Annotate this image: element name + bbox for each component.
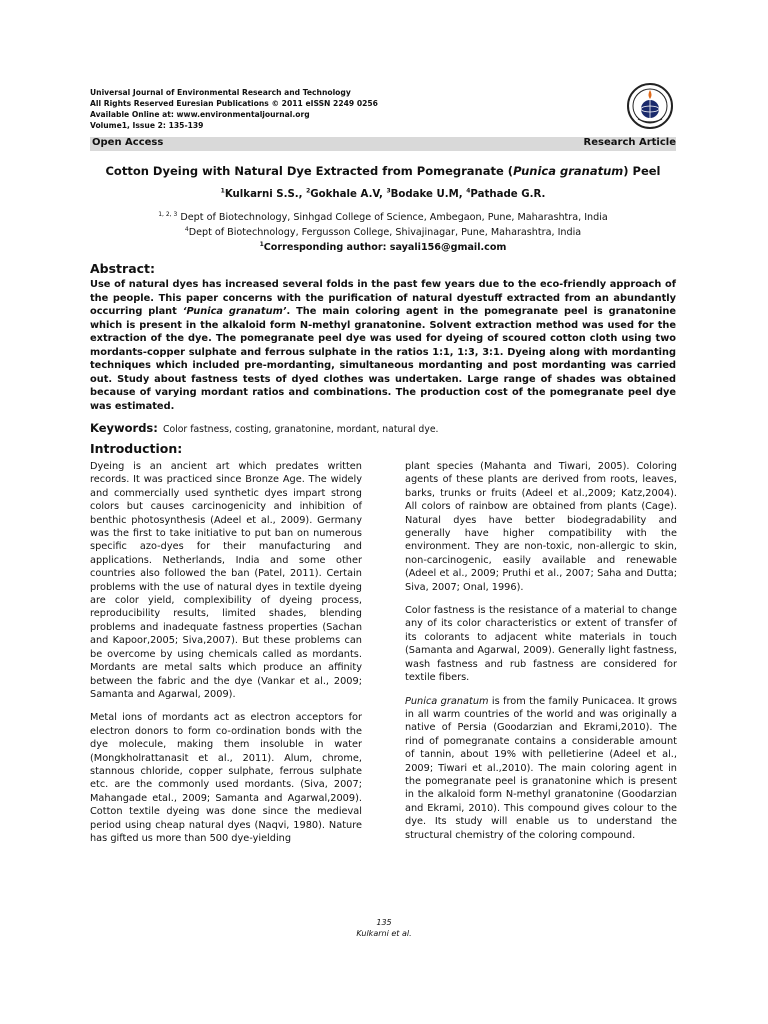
article-type-label: Research Article [583, 137, 676, 148]
author-name: Kulkarni S.S., [224, 189, 307, 200]
affiliation-text: Dept of Biotechnology, Fergusson College, Shivajinagar, Pune, Maharashtra, India [188, 227, 582, 238]
species-name: Punica granatum [405, 695, 489, 707]
paper-title [90, 164, 676, 178]
journal-url-link[interactable]: www.environmentaljournal.org [176, 110, 310, 119]
author-name: Bodake U.M, [390, 189, 467, 200]
available-online-line [90, 109, 310, 120]
page-number: 135 [376, 918, 392, 927]
corresponding-author [90, 242, 676, 255]
affiliation-sup: 1, 2, 3 [158, 210, 178, 218]
footer-author: Kulkarni et al. [356, 929, 412, 938]
author-sup: 4 [466, 187, 471, 195]
species-description: is from the family Punicacea. It grows in all warm countries of the world and was originally a native of Persia (Goodarzian and Ekrami,2010). The rind of pomegranate contains a considerable amount of tannin, about 19% with pelletierine (Adeel et al., 2009; Tiwari et al.,2010). The main coloring agent in the pomegranate peel is granatonine which is present in the alkaloid form N-methyl granatonine (Goodarzian and Ekrami, 2010). This compound gives colour to the dye. Its study will enable us to understand the structural chemistry of the coloring compound. [405, 695, 677, 841]
affiliation-sup: 1 [259, 240, 264, 248]
keywords-line [90, 417, 439, 436]
abstract-species: ‘Punica granatum’ [182, 306, 287, 317]
rights-line: All Rights Reserved Euresian Publications © 2011 eISSN 2249 0256 [90, 99, 378, 108]
intro-paragraph: Dyeing is an ancient art which predates written records. It was practiced since Bronze Age. The widely and commercially used synthetic dyes impart strong colors but causes carcinogenicity and inhibition of benthic photosynthesis (Adeel et al., 2009). Germany was the first to take initiative to put ban on numerous specific azo-dyes for their manufacturing and applications. Netherlands, India and some other countries also followed the ban (Patel, 2011). Certain problems with the use of natural dyes in textile dyeing are color yield, complexibility of dyeing process, reproducibility results, limited shades, blending problems and inadequate fastness properties (Sachan and Kapoor,2005; Siva,2007). But these problems can be overcome by using chemicals called as mordants. Mordants are metal salts which produce an affinity between the fabric and the dye (Vankar et al., 2009; Samanta and Agarwal, 2009). [90, 461, 362, 700]
intro-paragraph-punica [405, 695, 677, 842]
abstract-heading: Abstract: [90, 261, 156, 276]
volume-line: Volume1, Issue 2: 135-139 [90, 121, 204, 130]
author-list [90, 189, 676, 200]
abstract-text-part2: . The main coloring agent in the pomegranate peel is granatonine which is present in the alkaloid form N-methyl granatonine. Solvent extraction method was used for the extraction of the dye. The pomegranate peel dye was used for dyeing of scoured cotton cloth using two mordants-copper sulphate and ferrous sulphate in the ratios 1:1, 1:3, 3:1. Dyeing along with mordanting techniques which included pre-mordanting, simultaneous mordanting and post mordanting was carried out. Study about fastness tests of dyed clothes was undertaken. Large range of shades was obtained because of varying mordant ratios and combinations. The production cost of the pomegranate peel dye was estimated. [90, 306, 676, 412]
publisher-logo [627, 83, 673, 129]
introduction-heading: Introduction: [90, 441, 183, 456]
intro-paragraph: Metal ions of mordants act as electron acceptors for electron donors to form co-ordination bonds with the dye molecule, making them insoluble in water (Mongkholrattanasit et al., 2011). Alum, chrome, stannous chloride, copper sulphate, ferrous sulphate etc. are the commonly used mordants. (Siva, 2007; Mahangade etal., 2009; Samanta and Agarwal,2009). Cotton textile dyeing was done since the medieval period using cheap natural dyes (Naqvi, 1980). Nature has gifted us more than 500 dye-yielding [90, 712, 362, 844]
affiliation-2 [90, 227, 676, 240]
corresponding-email: Corresponding author: sayali156@gmail.com [263, 242, 507, 253]
author-sup: 1 [220, 187, 225, 195]
keywords-label: Keywords: [90, 421, 158, 435]
affiliation-sup: 4 [184, 225, 189, 233]
affiliation-1 [90, 212, 676, 225]
title-suffix: ) Peel [623, 164, 661, 178]
author-name: Pathade G.R. [470, 189, 546, 200]
abstract-text-part1: Use of natural dyes has increased several folds in the past few years due to the eco-friendly approach of the people. This paper concerns with the purification of natural dyestuff extracted from an abundantly occurring plant [90, 279, 676, 317]
journal-name: Universal Journal of Environmental Research and Technology [90, 88, 351, 97]
keywords-text: Color fastness, costing, granatonine, mordant, natural dye. [162, 424, 439, 435]
open-access-label: Open Access [92, 137, 164, 148]
author-sup: 2 [306, 187, 311, 195]
title-species: Punica granatum [513, 164, 624, 178]
affiliation-text: Dept of Biotechnology, Sinhgad College of Science, Ambegaon, Pune, Maharashtra, India [177, 212, 608, 223]
available-label: Available Online at: [90, 110, 177, 119]
globe-emblem-icon [627, 83, 673, 129]
left-column [90, 460, 362, 855]
intro-paragraph: Color fastness is the resistance of a material to change any of its color characteristics or extent of transfer of its colorants to adjacent white materials in touch (Samanta and Agarwal, 2009). Generally light fastness, wash fastness and rub fastness are considered for textile fibers. [405, 605, 677, 684]
right-column [405, 460, 677, 852]
title-prefix: Cotton Dyeing with Natural Dye Extracted from Pomegranate ( [105, 164, 514, 178]
abstract-body [90, 278, 676, 413]
intro-paragraph: plant species (Mahanta and Tiwari, 2005). Coloring agents of these plants are derived from roots, leaves, barks, trunks or fruits (Adeel et al.,2009; Katz,2004). All colors of rainbow are obtained from plants (Cage). Natural dyes have better biodegradability and generally have higher compatibility with the environment. They are non-toxic, non-allergic to skin, non-carcinogenic, easily available and renewable (Adeel et al., 2009; Pruthi et al., 2007; Saha and Dutta; Siva, 2007; Onal, 1996). [405, 461, 677, 593]
author-name: Gokhale A.V, [310, 189, 387, 200]
author-sup: 3 [386, 187, 391, 195]
